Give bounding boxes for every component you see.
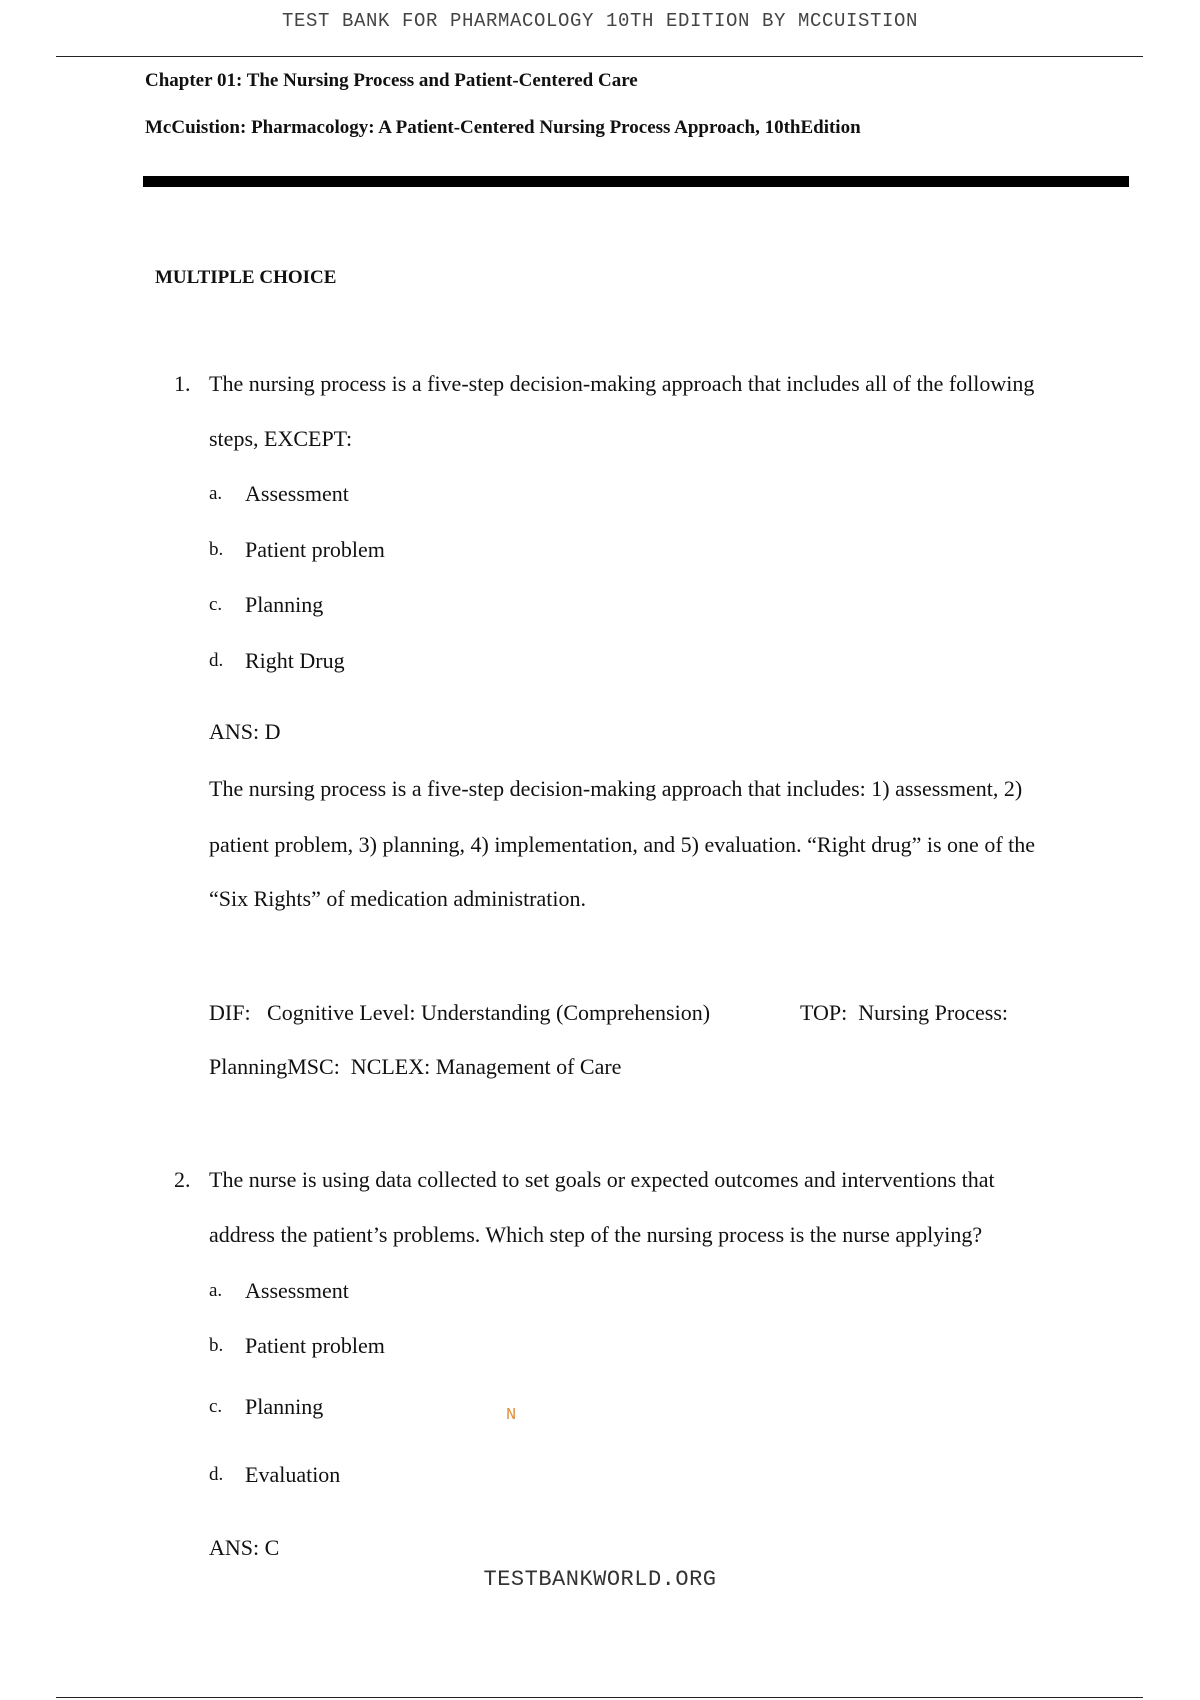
option-text: Planning (245, 1394, 324, 1419)
section-title: MULTIPLE CHOICE (155, 267, 337, 288)
question-stem-line: steps, EXCEPT: (209, 426, 353, 451)
question-number: 2. (174, 1167, 191, 1192)
option-text: Patient problem (245, 537, 385, 562)
book-title: McCuistion: Pharmacology: A Patient-Centered Nursing Process Approach, 10thEdition (145, 117, 861, 138)
option-text: Right Drug (245, 648, 345, 673)
header-rule (56, 56, 1143, 57)
option-text: Assessment (245, 481, 349, 506)
option-text: Planning (245, 592, 324, 617)
option-letter: c. (209, 594, 223, 615)
question-stem-line: address the patient’s problems. Which step of the nursing process is the nurse applying? (209, 1222, 983, 1247)
chapter-title: Chapter 01: The Nursing Process and Patient-Centered Care (145, 70, 638, 91)
running-head: TEST BANK FOR PHARMACOLOGY 10TH EDITION BY MCCUISTION (281, 10, 919, 32)
difficulty-level: DIF: Cognitive Level: Understanding (Comprehension) (209, 1000, 711, 1025)
rationale-line: patient problem, 3) planning, 4) implementation, and 5) evaluation. “Right drug” is one of the (209, 832, 1036, 857)
option-text: Evaluation (245, 1462, 341, 1487)
option-letter: b. (209, 1335, 224, 1356)
option-letter: d. (209, 1464, 224, 1485)
question-stem-line: The nursing process is a five-step decision-making approach that includes all of the following (209, 371, 1035, 396)
rationale-line: The nursing process is a five-step decision-making approach that includes: 1) assessment, 2) (209, 776, 1023, 801)
question-number: 1. (174, 371, 191, 396)
thick-divider (143, 176, 1129, 187)
option-letter: a. (209, 483, 223, 504)
footer-rule (56, 1697, 1143, 1698)
answer-key: ANS: C (209, 1535, 280, 1560)
option-letter: c. (209, 1396, 223, 1417)
option-letter: a. (209, 1280, 223, 1301)
answer-key: ANS: D (209, 719, 281, 744)
option-text: Assessment (245, 1278, 349, 1303)
footer-site: TESTBANKWORLD.ORG (483, 1567, 717, 1592)
stray-mark: N (506, 1406, 517, 1425)
question-stem-line: The nurse is using data collected to set goals or expected outcomes and interventions that (209, 1167, 995, 1192)
option-text: Patient problem (245, 1333, 385, 1358)
option-letter: b. (209, 539, 224, 560)
nclex-category: PlanningMSC: NCLEX: Management of Care (209, 1054, 622, 1079)
topic-label: TOP: Nursing Process: (800, 1000, 1008, 1025)
option-letter: d. (209, 650, 224, 671)
rationale-line: “Six Rights” of medication administration. (209, 886, 586, 911)
